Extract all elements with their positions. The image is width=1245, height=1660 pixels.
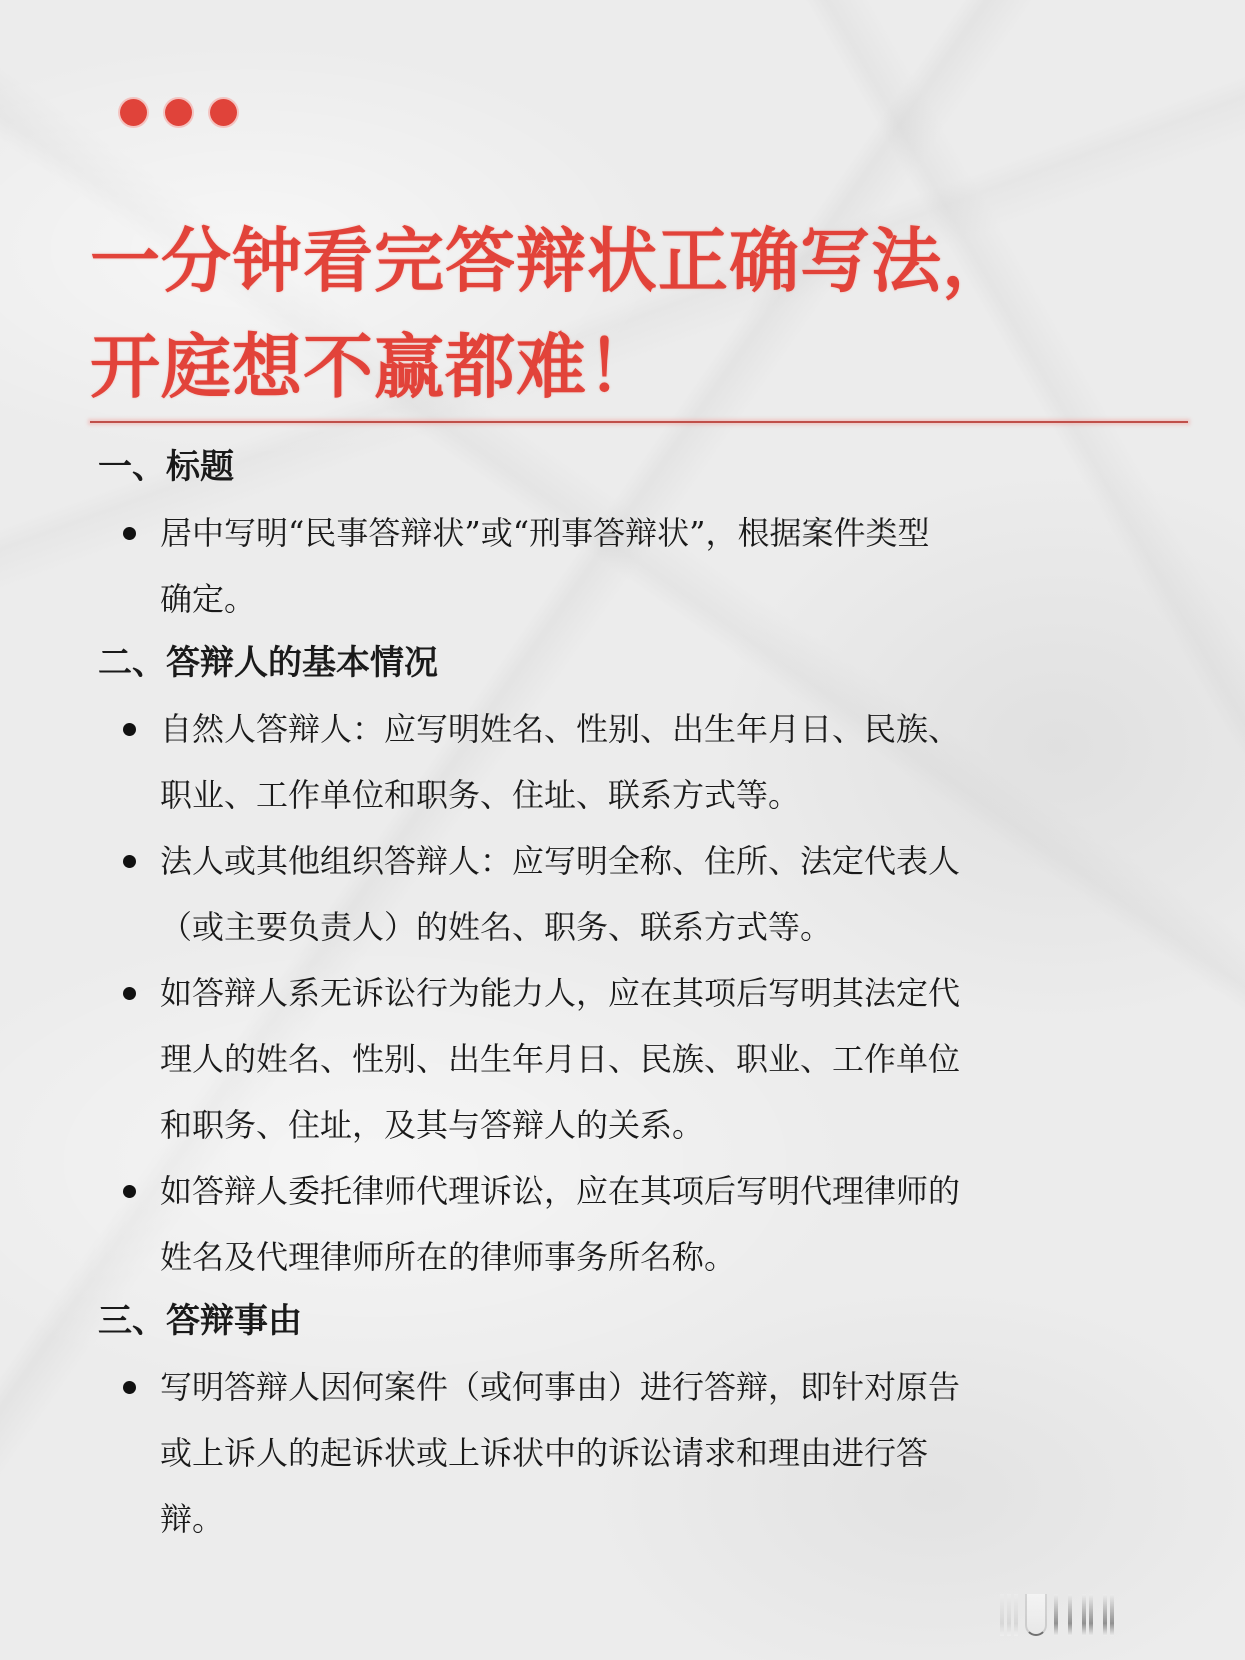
bullet-text-line: 或上诉人的起诉状或上诉状中的诉讼请求和理由进行答 xyxy=(160,1434,929,1472)
decorative-dots xyxy=(120,99,237,126)
bullet-text-line: 如答辩人委托律师代理诉讼，应在其项后写明代理律师的 xyxy=(160,1172,961,1210)
bullet-text-line: （或主要负责人）的姓名、职务、联系方式等。 xyxy=(160,908,833,946)
bullet-text-line: 和职务、住址，及其与答辩人的关系。 xyxy=(160,1106,705,1144)
red-dot-icon xyxy=(120,99,147,126)
bullet-text-line: 理人的姓名、性别、出生年月日、民族、职业、工作单位 xyxy=(160,1040,961,1078)
watermark-bar xyxy=(1054,1594,1058,1636)
bullet-icon xyxy=(123,855,136,868)
bullet-text-line: 居中写明“民事答辩状”或“刑事答辩状”，根据案件类型 xyxy=(160,514,930,552)
bullet-text-line: 写明答辩人因何案件（或何事由）进行答辩，即针对原告 xyxy=(160,1368,961,1406)
watermark-bar xyxy=(1103,1594,1107,1636)
bullet-icon xyxy=(123,527,136,540)
bullet-text-line: 辩。 xyxy=(160,1500,225,1538)
bullet-list xyxy=(98,500,1098,632)
watermark-bar xyxy=(1068,1594,1072,1636)
list-item xyxy=(98,1354,1098,1552)
bullet-text-line: 确定。 xyxy=(160,580,257,618)
document-body xyxy=(98,438,1098,1552)
list-item xyxy=(98,500,1098,632)
bullet-text-line: 自然人答辩人：应写明姓名、性别、出生年月日、民族、 xyxy=(160,710,961,748)
bullet-text-line: 如答辩人系无诉讼行为能力人，应在其项后写明其法定代 xyxy=(160,974,961,1012)
watermark-bar xyxy=(1007,1594,1011,1636)
section-defense-reasons xyxy=(98,1292,1098,1552)
list-item xyxy=(98,1158,1098,1290)
page-title xyxy=(90,208,1013,420)
watermark-u-shape xyxy=(1025,1594,1047,1636)
section-respondent-info xyxy=(98,634,1098,1290)
watermark-bar xyxy=(1014,1594,1018,1636)
watermark-bar xyxy=(1000,1594,1004,1636)
list-item xyxy=(98,960,1098,1158)
section-heading: 一、标题 xyxy=(98,447,234,487)
list-item xyxy=(98,828,1098,960)
bullet-list xyxy=(98,696,1098,1290)
bullet-list xyxy=(98,1354,1098,1552)
watermark-logo-icon xyxy=(1000,1592,1200,1636)
section-heading: 二、答辩人的基本情况 xyxy=(98,643,438,683)
watermark-bar xyxy=(1082,1594,1086,1636)
title-divider xyxy=(90,421,1188,423)
bullet-text-line: 法人或其他组织答辩人：应写明全称、住所、法定代表人 xyxy=(160,842,961,880)
section-heading: 三、答辩事由 xyxy=(98,1301,302,1341)
red-dot-icon xyxy=(210,99,237,126)
bullet-icon xyxy=(123,723,136,736)
watermark-bar xyxy=(1110,1594,1114,1636)
bullet-icon xyxy=(123,1185,136,1198)
title-line-1: 一分钟看完答辩状正确写法， xyxy=(90,219,1013,302)
bullet-icon xyxy=(123,987,136,1000)
section-title xyxy=(98,438,1098,632)
bullet-icon xyxy=(123,1381,136,1394)
watermark-bar xyxy=(1089,1594,1093,1636)
bullet-text-line: 姓名及代理律师所在的律师事务所名称。 xyxy=(160,1238,737,1276)
bullet-text-line: 职业、工作单位和职务、住址、联系方式等。 xyxy=(160,776,801,814)
red-dot-icon xyxy=(165,99,192,126)
list-item xyxy=(98,696,1098,828)
title-line-2: 开庭想不赢都难！ xyxy=(90,325,658,408)
